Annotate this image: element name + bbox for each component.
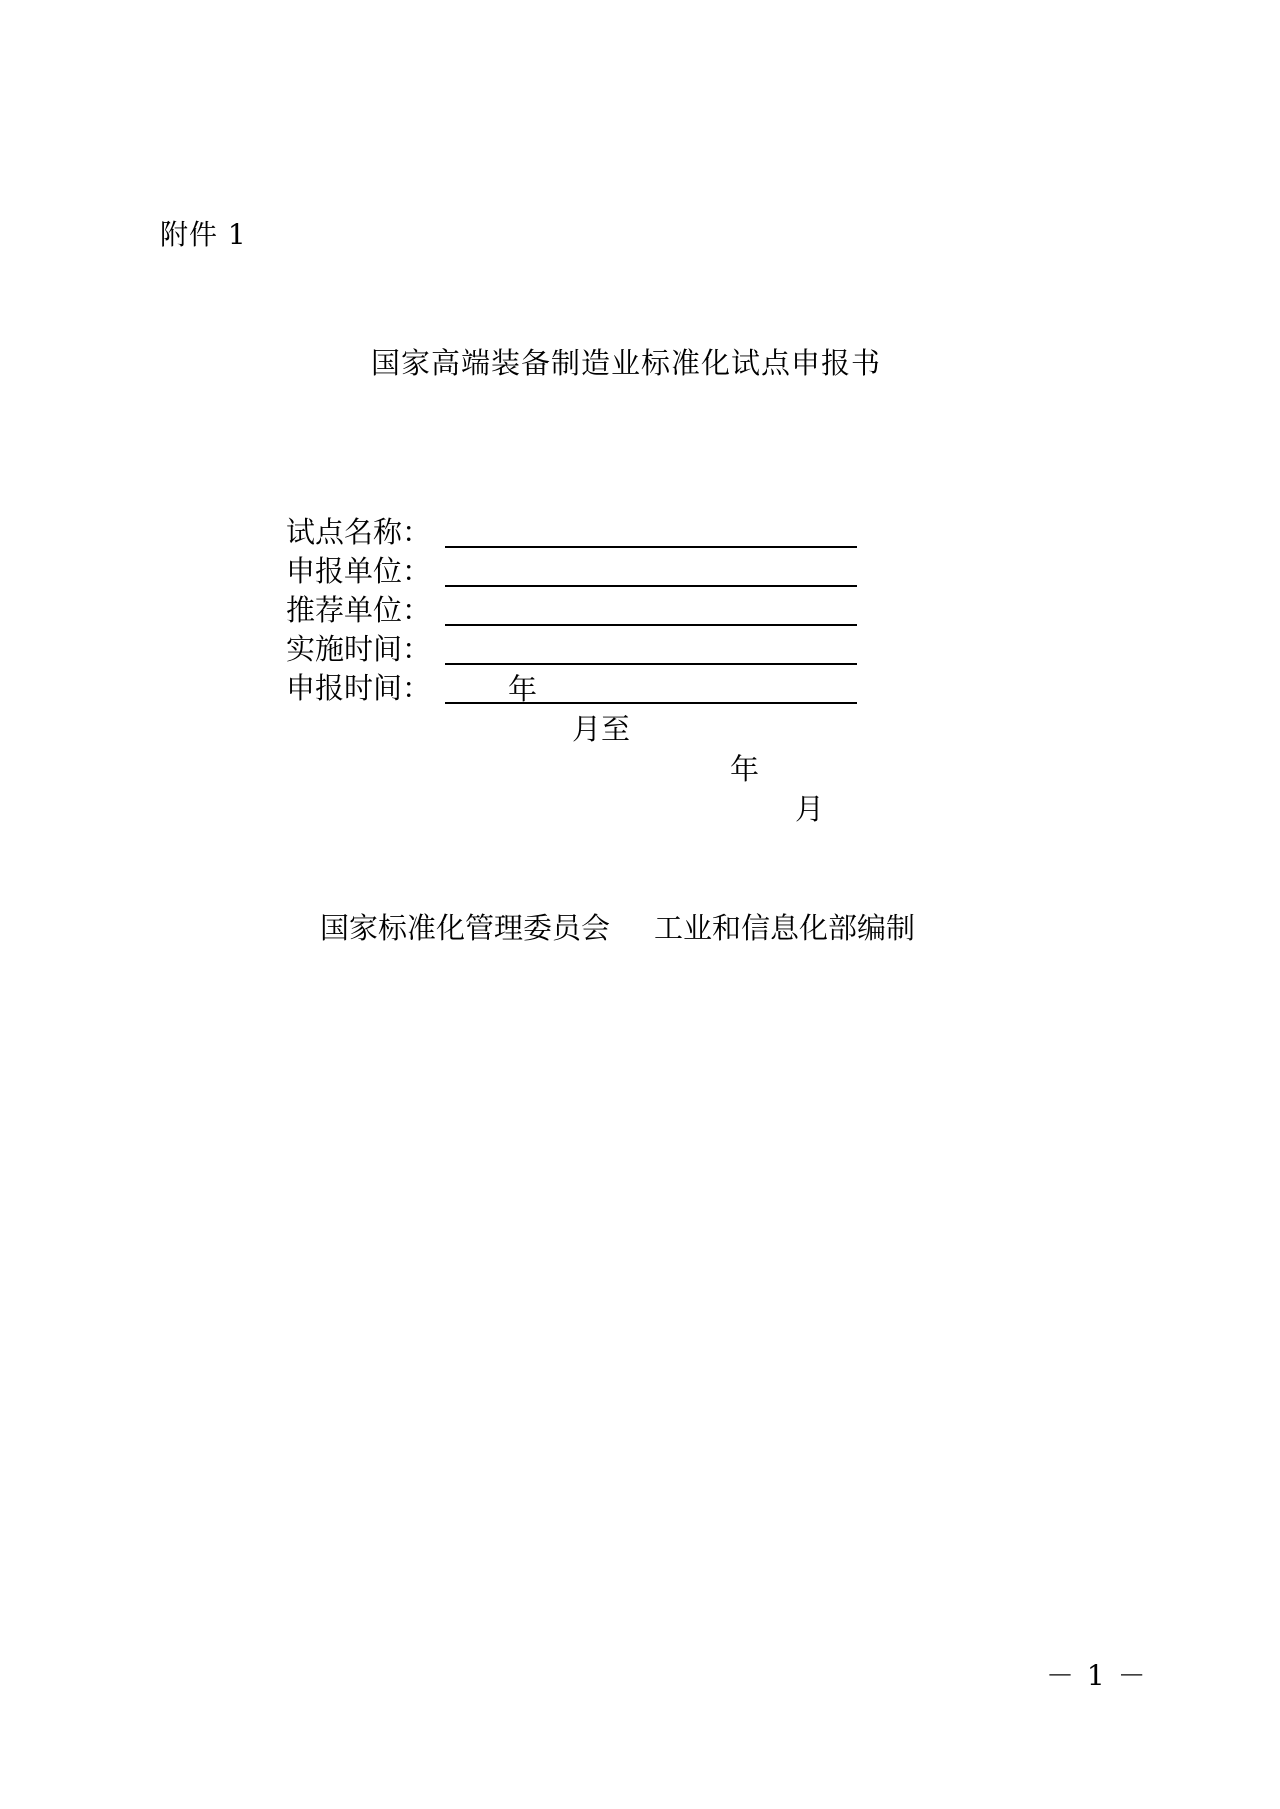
applicant-label: 申报单位： — [286, 554, 432, 588]
form-row-pilot-name — [286, 512, 866, 551]
compiler-org-sac: 国家标准化管理委员会 — [320, 911, 611, 945]
compiler-line — [320, 907, 915, 949]
period-end-month-unit: 月 — [795, 792, 825, 826]
page-number: － 1 － — [1046, 1659, 1148, 1692]
application-date-label: 申报时间： — [286, 671, 432, 705]
implementation-period-label: 实施时间： — [286, 632, 432, 666]
pilot-name-underline — [445, 546, 857, 548]
application-form — [286, 512, 866, 826]
recommender-underline — [445, 624, 857, 626]
recommender-label: 推荐单位： — [286, 593, 432, 627]
period-start-year-unit: 年 — [508, 672, 538, 706]
attachment-label: 附件 1 — [160, 218, 247, 251]
compiler-org-miit: 工业和信息化部编制 — [654, 911, 916, 945]
period-start-month-unit: 月至 — [572, 712, 631, 746]
implementation-period-underline — [445, 663, 857, 665]
form-row-application-date — [286, 668, 866, 707]
form-row-applicant — [286, 551, 866, 590]
document-title: 国家高端装备制造业标准化试点申报书 — [371, 346, 882, 380]
form-row-recommender — [286, 590, 866, 629]
period-end-year-unit: 年 — [730, 752, 760, 786]
applicant-underline — [445, 585, 857, 587]
pilot-name-label: 试点名称： — [286, 515, 432, 549]
implementation-period-field[interactable] — [445, 629, 857, 869]
application-date-underline — [445, 702, 857, 704]
